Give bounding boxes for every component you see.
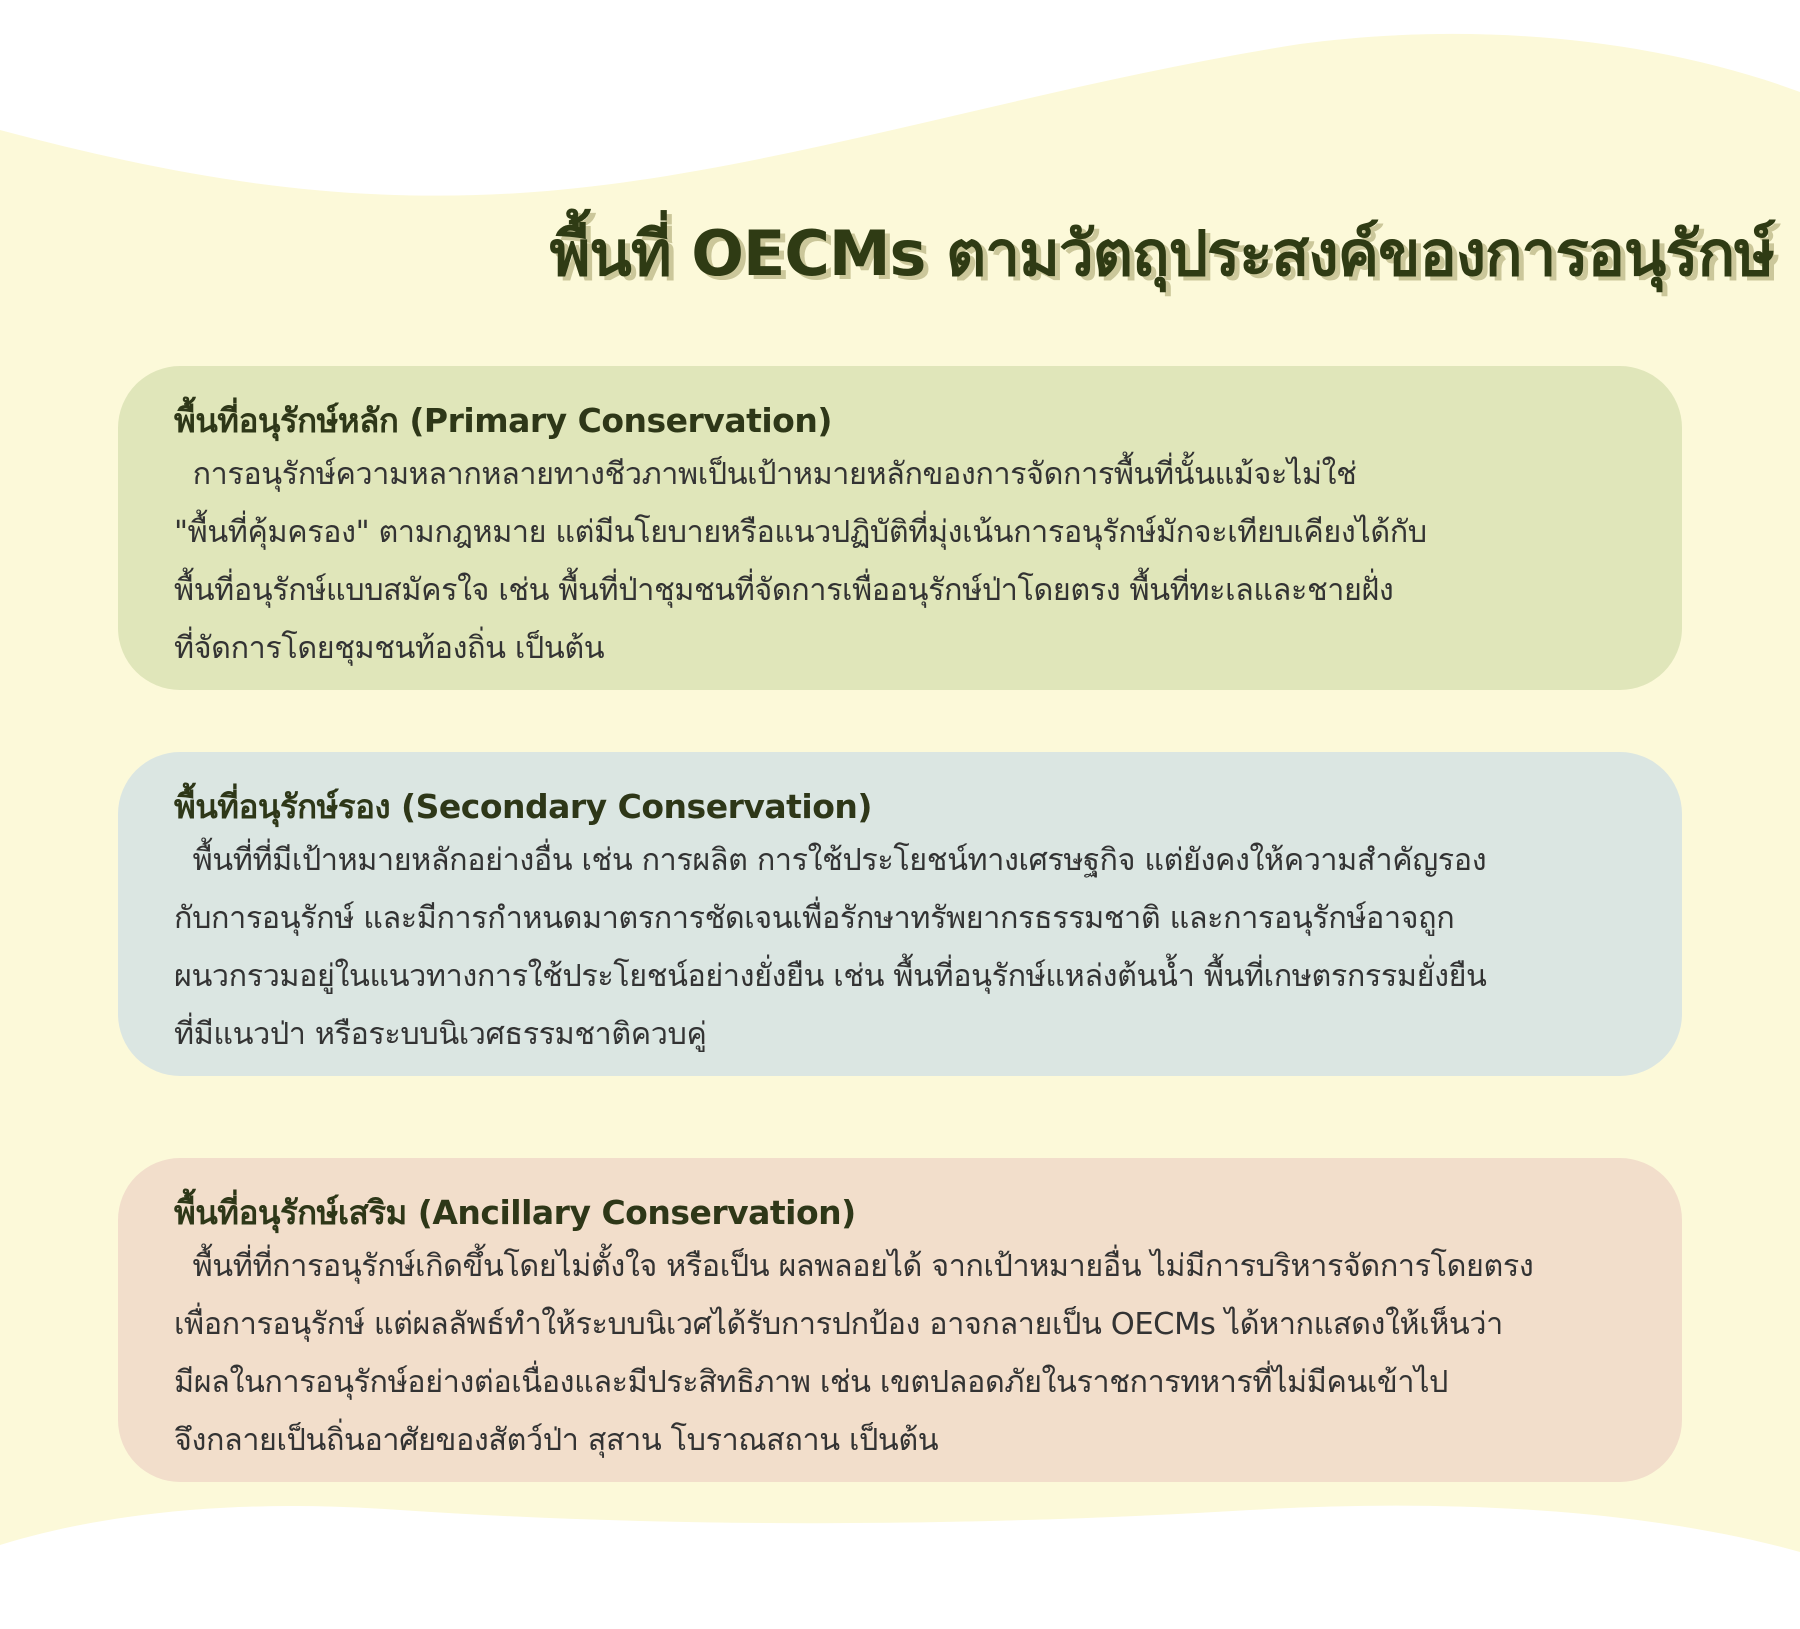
ancillary-conservation-card [118, 1158, 1682, 1482]
description-line: จึงกลายเป็นถิ่นอาศัยของสัตว์ป่า สุสาน โบราณสถาน เป็นต้น [174, 1423, 939, 1458]
secondary-conservation-title: พื้นที่อนุรักษ์รอง (Secondary Conservation) [174, 787, 872, 826]
primary-conservation-description [174, 446, 1630, 678]
description-line: ที่มีแนวป่า หรือระบบนิเวศธรรมชาติควบคู่ [174, 1017, 707, 1052]
page-title: พื้นที่ OECMs ตามวัตถุประสงค์ของการอนุรักษ์ [549, 217, 1774, 290]
description-line: พื้นที่ที่การอนุรักษ์เกิดขึ้นโดยไม่ตั้งใจ หรือเป็น ผลพลอยได้ จากเป้าหมายอื่น ไม่มีการบริหารจัดการโดยตรง [174, 1249, 1534, 1284]
description-line: เพื่อการอนุรักษ์ แต่ผลลัพธ์ทำให้ระบบนิเวศได้รับการปกป้อง อาจกลายเป็น OECMs ได้หากแสดงให้เห็นว่า [174, 1307, 1503, 1342]
ancillary-conservation-description [174, 1238, 1630, 1470]
description-line: "พื้นที่คุ้มครอง" ตามกฎหมาย แต่มีนโยบายหรือแนวปฏิบัติที่มุ่งเน้นการอนุรักษ์มักจะเทียบเคียงได้กับ [174, 515, 1427, 550]
description-line: พื้นที่ที่มีเป้าหมายหลักอย่างอื่น เช่น การผลิต การใช้ประโยชน์ทางเศรษฐกิจ แต่ยังคงให้ความสำคัญรอง [174, 843, 1487, 878]
description-line: ผนวกรวมอยู่ในแนวทางการใช้ประโยชน์อย่างยั่งยืน เช่น พื้นที่อนุรักษ์แหล่งต้นน้ำ พื้นที่เกษตรกรรมยั่งยืน [174, 959, 1487, 994]
description-line: ที่จัดการโดยชุมชนท้องถิ่น เป็นต้น [174, 631, 605, 666]
description-line: มีผลในการอนุรักษ์อย่างต่อเนื่องและมีประสิทธิภาพ เช่น เขตปลอดภัยในราชการทหารที่ไม่มีคนเข้าไป [174, 1365, 1449, 1400]
primary-conservation-card [118, 366, 1682, 690]
description-line: พื้นที่อนุรักษ์แบบสมัครใจ เช่น พื้นที่ป่าชุมชนที่จัดการเพื่ออนุรักษ์ป่าโดยตรง พื้นที่ทะเลและชายฝั่ง [174, 573, 1394, 608]
description-line: การอนุรักษ์ความหลากหลายทางชีวภาพเป็นเป้าหมายหลักของการจัดการพื้นที่นั้นแม้จะไม่ใช่ [174, 457, 1357, 492]
secondary-conservation-card [118, 752, 1682, 1076]
description-line: กับการอนุรักษ์ และมีการกำหนดมาตรการชัดเจนเพื่อรักษาทรัพยากรธรรมชาติ และการอนุรักษ์อาจถูก [174, 901, 1455, 936]
secondary-conservation-description [174, 832, 1630, 1064]
primary-conservation-title: พื้นที่อนุรักษ์หลัก (Primary Conservation) [174, 401, 832, 440]
ancillary-conservation-title: พื้นที่อนุรักษ์เสริม (Ancillary Conservation) [174, 1193, 856, 1232]
